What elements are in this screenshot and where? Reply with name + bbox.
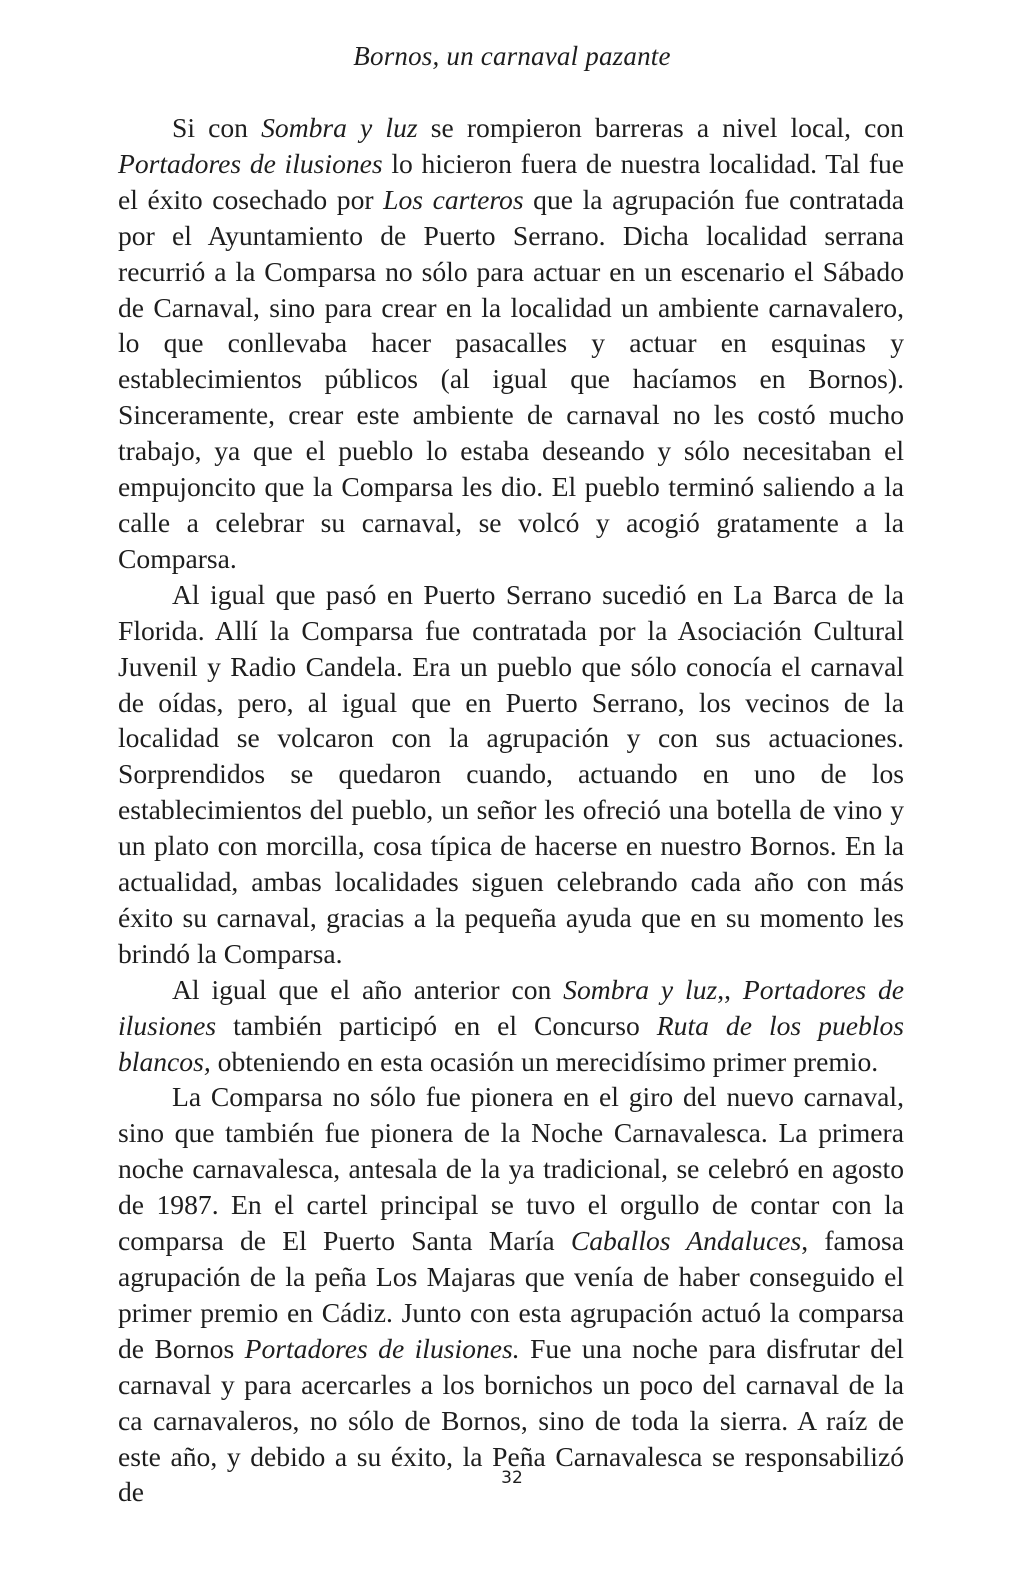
italic-title: Los carteros — [383, 183, 524, 215]
italic-title: Portadores de ilusiones — [118, 147, 383, 179]
text-run: ,, — [717, 973, 743, 1005]
text-run: se rompieron barreras a nivel local, con — [417, 112, 904, 143]
text-run: lo hicieron fuera de nuestra localidad. Tal fue el éxito cosechado por — [118, 147, 904, 215]
running-head: Bornos, un carnaval pazante — [353, 41, 671, 71]
italic-title: Sombra y luz — [563, 973, 718, 1005]
text-run: Al igual que el año anterior con — [172, 973, 564, 1005]
italic-title: Portadores de ilusiones — [118, 973, 904, 1041]
italic-title: Sombra y luz — [261, 112, 418, 143]
text-run: obteniendo en esta ocasión un merecidísimo primer premio. — [210, 1045, 879, 1077]
text-run: también participó en el Concurso — [216, 1009, 657, 1041]
text-run: Al igual que pasó en Puerto Serrano sucedió en La Barca de la Florida. Allí la Comparsa fue contratada por la Asociación Cultural Juvenil y Radio Candela. Era un pueblo que sólo conocía el carnaval de oídas, pero, al igual que en Puerto Serrano, los vecinos de la localidad se volcaron con la agrupación y con sus actuaciones. Sorprendidos se quedaron cuando, actuando en uno de los establecimientos del pueblo, un señor les ofreció una botella de vino y un plato con morcilla, cosa típica de hacerse en nuestro Bornos. En la actualidad, ambas localidades siguen celebrando cada año con más éxito su carnaval, gracias a la pequeña ayuda que en su momento les brindó la Comparsa. — [118, 578, 904, 969]
italic-title: Ruta de los pueblos blancos, — [118, 1009, 904, 1077]
paragraph — [118, 972, 904, 1080]
paragraph — [118, 1079, 904, 1510]
text-run: La Comparsa no sólo fue pionera en el giro del nuevo carnaval, sino que también fue pionera de la Noche Carnavalesca. La primera noche carnavalesca, antesala de la ya tradicional, se celebró en agosto de 1987. En el cartel principal se tuvo el orgullo de contar con la comparsa de El Puerto Santa María — [118, 1081, 904, 1257]
paragraph — [118, 577, 904, 972]
text-run: , famosa agrupación de la peña Los Majaras que venía de haber conseguido el primer premio en Cádiz. Junto con esta agrupación actuó la comparsa de Bornos — [118, 1225, 905, 1364]
paragraph — [118, 110, 904, 577]
body-text — [118, 110, 904, 1510]
italic-title: Caballos Andaluces — [570, 1225, 802, 1257]
text-run: que la agrupación fue contratada por el Ayuntamiento de Puerto Serrano. Dicha localidad serrana recurrió a la Comparsa no sólo para actuar en un escenario el Sábado de Carnaval, sino para crear en la localidad un ambiente carnavalero, lo que conllevaba hacer pasacalles y actuar en esquinas y establecimientos públicos (al igual que hacíamos en Bornos). Sinceramente, crear este ambiente de carnaval no les costó mucho trabajo, ya que el pueblo lo estaba deseando y sólo necesitaban el empujoncito que la Comparsa les dio. El pueblo terminó saliendo a la calle a celebrar su carnaval, se volcó y acogió gratamente a la Comparsa. — [118, 183, 904, 574]
italic-title: Portadores de ilusiones. — [244, 1332, 520, 1364]
text-run: Si con — [172, 112, 262, 143]
text-run: Fue una noche para disfrutar del carnaval y para acercarles a los bornichos un poco del carnaval de la ca carnavaleros, no sólo de Bornos, sino de toda la sierra. A raíz de este año, y debido a su éxito, la Peña Carnavalesca se responsabilizó de — [118, 1332, 904, 1508]
page-number: 32 — [501, 1468, 523, 1488]
